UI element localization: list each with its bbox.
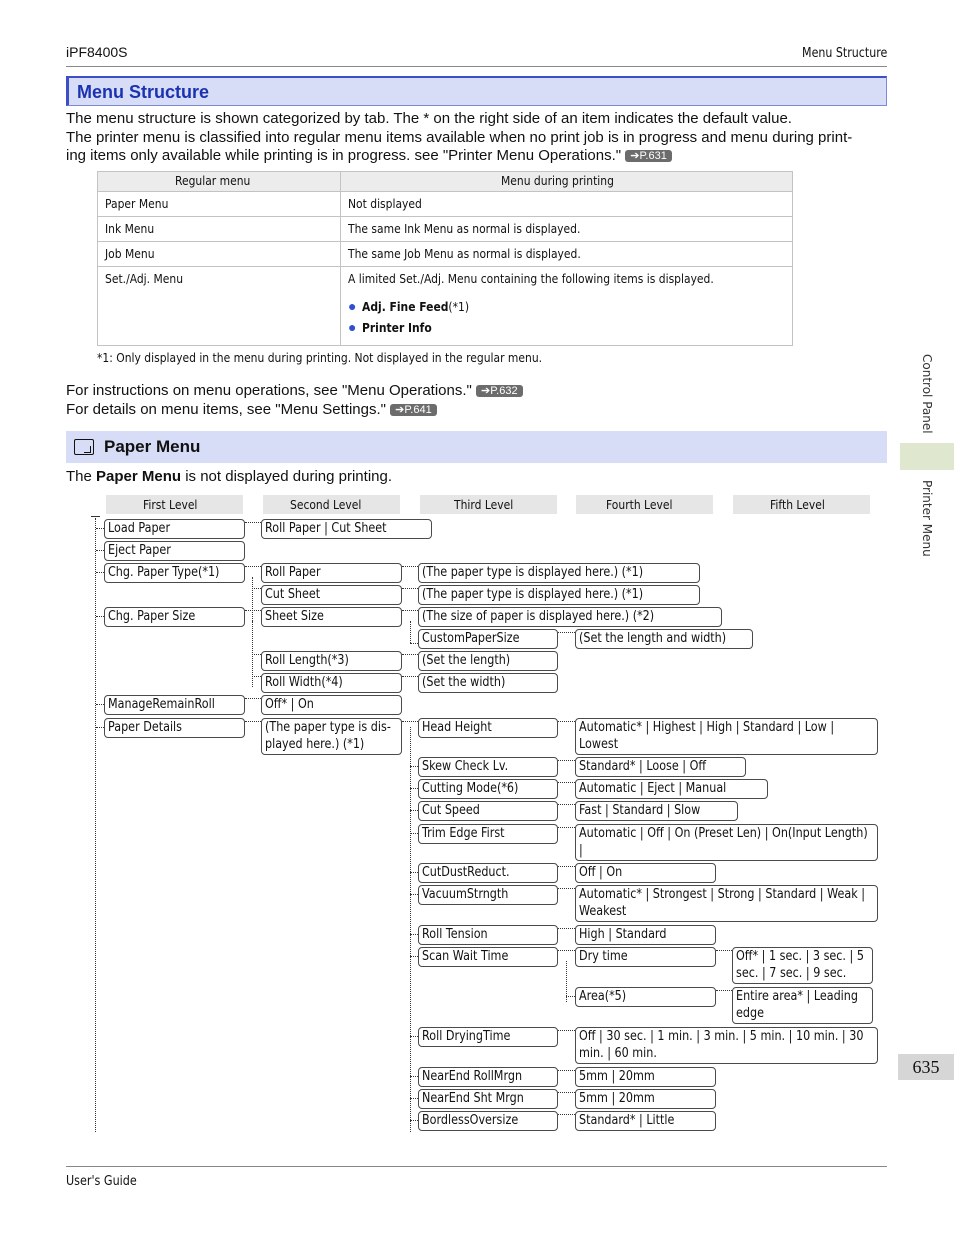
menu-table (97, 171, 793, 346)
menu-item-vacuum-options[interactable]: Automatic* | Strongest | Strong | Standard | Weak | Weakest (575, 885, 878, 922)
bullet-bold: Adj. Fine Feed (362, 299, 449, 314)
tree-line (558, 928, 575, 929)
menu-item-sheet-margin-options[interactable]: 5mm | 20mm (575, 1089, 716, 1109)
menu-item-drying-options[interactable]: Off | 30 sec. | 1 min. | 3 min. | 5 min. | 10 min. | 30 min. | 60 min. (575, 1027, 878, 1064)
tree-line (410, 1036, 418, 1037)
tree-line (410, 1076, 418, 1077)
tree-line (558, 1092, 575, 1093)
menu-item-vacuum-strength[interactable]: VacuumStrngth (418, 885, 558, 905)
menu-item-roll-drying-time[interactable]: Roll DryingTime (418, 1027, 558, 1047)
tree-line (410, 872, 418, 873)
menu-item-roll-tension-options[interactable]: High | Standard (575, 925, 716, 945)
header-rule (66, 66, 887, 67)
page-number: 635 (898, 1054, 954, 1080)
level-header-3: Third Level (420, 495, 557, 514)
product-name: iPF8400S (66, 44, 128, 60)
bullet-icon: ● (348, 319, 357, 335)
tree-line (245, 721, 261, 722)
section-name: Menu Structure (801, 46, 887, 61)
tree-line (558, 804, 575, 805)
tree-line (410, 894, 418, 895)
tree-line (245, 566, 261, 567)
menu-item-area-options[interactable]: Entire area* | Leading edge (732, 987, 873, 1024)
tree-line (558, 1030, 575, 1031)
tree-line (558, 1070, 575, 1071)
menu-item-chg-paper-size[interactable]: Chg. Paper Size (104, 607, 245, 627)
tree-line (566, 996, 575, 997)
tree-line (558, 632, 575, 633)
tree-line (252, 577, 253, 627)
menu-item-set-width[interactable]: (Set the width) (418, 673, 558, 693)
tree-line (558, 827, 575, 828)
table-row (98, 242, 793, 267)
menu-item-paper-type-roll[interactable]: (The paper type is displayed here.) (*1) (418, 563, 700, 583)
menu-item-cut-sheet[interactable]: Cut Sheet (261, 585, 402, 605)
menu-item-skew-options[interactable]: Standard* | Loose | Off (575, 757, 746, 777)
tree-line (252, 676, 261, 677)
tree-line (245, 698, 261, 699)
menu-item-load-paper[interactable]: Load Paper (104, 519, 245, 539)
intro-line-3 (66, 147, 888, 166)
tree-line (402, 610, 418, 611)
list-item (348, 319, 785, 337)
tree-line (558, 782, 575, 783)
table-row (98, 267, 793, 346)
footer-rule (66, 1166, 887, 1167)
side-tab-control-panel[interactable]: Control Panel (920, 354, 934, 434)
ref-link-p632[interactable]: ➔P.632 (476, 385, 523, 397)
menu-item-area[interactable]: Area(*5) (575, 987, 716, 1007)
level-header-2: Second Level (263, 495, 400, 514)
menu-item-cutting-options[interactable]: Automatic | Eject | Manual (575, 779, 768, 799)
paper-menu-heading (66, 431, 887, 463)
tree-line (558, 721, 575, 722)
instructions (66, 382, 888, 419)
menu-item-paper-type-display[interactable]: (The paper type is dis- played here.) (*1) (261, 718, 402, 755)
tree-line (410, 621, 411, 643)
table-cell: The same Job Menu as normal is displayed. (348, 246, 581, 261)
tree-line (245, 522, 261, 523)
tree-line (96, 616, 104, 617)
menu-item-head-height-options[interactable]: Automatic* | Highest | High | Standard | Low | Lowest (575, 718, 878, 755)
tree-line (558, 866, 575, 867)
table-header-regular: Regular menu (175, 173, 251, 188)
tree-line (410, 810, 418, 811)
paper-menu-note: The Paper Menu is not displayed during printing. (66, 468, 393, 485)
table-cell: Not displayed (348, 196, 422, 211)
tree-line (410, 833, 418, 834)
tree-line (252, 654, 261, 655)
level-header-4: Fourth Level (576, 495, 713, 514)
side-tab-printer-menu[interactable]: Printer Menu (920, 480, 934, 557)
tree-line (410, 1120, 418, 1121)
intro-paragraph (66, 110, 888, 166)
menu-item-set-length-width[interactable]: (Set the length and width) (575, 629, 753, 649)
tree-line (402, 676, 418, 677)
menu-item-scan-wait-time[interactable]: Scan Wait Time (418, 947, 558, 967)
tree-line (716, 950, 732, 951)
intro-line-1: The menu structure is shown categorized by tab. The * on the right side of an item indicates the default value. (66, 110, 792, 127)
instructions-ops: For instructions on menu operations, see "Menu Operations." ➔P.632 (66, 382, 888, 401)
menu-item-cut-speed-options[interactable]: Fast | Standard | Slow (575, 801, 738, 821)
menu-item-cutting-mode[interactable]: Cutting Mode(*6) (418, 779, 558, 799)
tree-line (96, 727, 104, 728)
tree-line (402, 588, 418, 589)
table-cell: Ink Menu (105, 221, 155, 236)
menu-item-cut-dust-reduct[interactable]: CutDustReduct. (418, 863, 558, 883)
table-cell: A limited Set./Adj. Menu containing the following items is displayed. (348, 271, 714, 286)
bullet-bold: Printer Info (362, 320, 433, 335)
menu-item-custom-paper-size[interactable]: CustomPaperSize (418, 629, 558, 649)
menu-item-trim-edge-first[interactable]: Trim Edge First (418, 824, 558, 844)
tree-line (410, 956, 418, 957)
menu-item-head-height[interactable]: Head Height (418, 718, 558, 738)
tree-line (402, 566, 418, 567)
tree-line (410, 788, 418, 789)
tree-line (558, 1114, 575, 1115)
menu-item-eject-paper[interactable]: Eject Paper (104, 541, 245, 561)
menu-item-skew-check[interactable]: Skew Check Lv. (418, 757, 558, 777)
tree-line (96, 550, 104, 551)
bullet-icon: ● (348, 298, 357, 314)
list-item (348, 298, 785, 316)
tree-line (96, 704, 104, 705)
table-cell: The same Ink Menu as normal is displayed. (348, 221, 581, 236)
footer-text: User's Guide (66, 1174, 137, 1189)
paper-menu-title: Paper Menu (104, 437, 201, 456)
bullet-suffix: (*1) (448, 299, 470, 314)
tree-line (252, 588, 261, 589)
menu-item-cut-dust-options[interactable]: Off | On (575, 863, 716, 883)
menu-item-chg-paper-type[interactable]: Chg. Paper Type(*1) (104, 563, 245, 583)
tree-line (245, 610, 261, 611)
table-footnote: *1: Only displayed in the menu during printing. Not displayed in the regular menu. (97, 350, 543, 365)
document-icon (74, 439, 94, 455)
table-cell: Paper Menu (105, 196, 169, 211)
table-header-printing: Menu during printing (500, 173, 614, 188)
tree-line (96, 528, 104, 529)
tree-line (558, 950, 575, 951)
level-header-5: Fifth Level (733, 495, 870, 514)
ref-link-p631[interactable]: ➔P.631 (625, 150, 672, 162)
menu-item-borderless-oversize[interactable]: BordlessOversize (418, 1111, 558, 1131)
table-cell: Set./Adj. Menu (105, 271, 184, 286)
table-header-row (98, 172, 793, 192)
tree-line (91, 516, 100, 517)
menu-item-roll-paper[interactable]: Roll Paper (261, 563, 402, 583)
page-title: Menu Structure (77, 82, 210, 102)
tree-line (410, 766, 418, 767)
tree-line (558, 888, 575, 889)
level-header-1: First Level (106, 495, 243, 514)
tree-line (410, 643, 418, 644)
tree-line (410, 934, 418, 935)
tree-line (558, 760, 575, 761)
menu-item-roll-length[interactable]: Roll Length(*3) (261, 651, 402, 671)
tree-line (402, 654, 418, 655)
tree-line (716, 990, 732, 991)
menu-item-manage-remain-roll[interactable]: ManageRemainRoll (104, 695, 245, 715)
ref-link-p641[interactable]: ➔P.641 (390, 404, 437, 416)
menu-item-roll-cut[interactable]: Roll Paper | Cut Sheet (261, 519, 432, 539)
menu-item-set-length[interactable]: (Set the length) (418, 651, 558, 671)
intro-line-2: The printer menu is classified into regular menu items available when no print job is in progress and menu during print- (66, 128, 853, 146)
table-row (98, 217, 793, 242)
tree-line (410, 1098, 418, 1099)
menu-item-paper-details[interactable]: Paper Details (104, 718, 245, 738)
menu-item-dry-time-options[interactable]: Off* | 1 sec. | 3 sec. | 5 sec. | 7 sec. | 9 sec. (732, 947, 873, 984)
menu-item-roll-tension[interactable]: Roll Tension (418, 925, 558, 945)
table-cell: Job Menu (105, 246, 155, 261)
menu-item-nearend-sheet-margin[interactable]: NearEnd Sht Mrgn (418, 1089, 558, 1109)
title-bar (66, 76, 887, 106)
menu-item-nearend-roll-margin[interactable]: NearEnd RollMrgn (418, 1067, 558, 1087)
tree-line (95, 518, 96, 1132)
menu-item-sheet-size[interactable]: Sheet Size (261, 607, 402, 627)
menu-item-roll-width[interactable]: Roll Width(*4) (261, 673, 402, 693)
menu-item-cut-speed[interactable]: Cut Speed (418, 801, 558, 821)
menu-item-paper-size-display[interactable]: (The size of paper is displayed here.) (*2) (418, 607, 722, 627)
menu-item-paper-type-cut[interactable]: (The paper type is displayed here.) (*1) (418, 585, 700, 605)
intro-line-3-text: ing items only available while printing is in progress. see "Printer Menu Operations." (66, 147, 622, 164)
side-tab-marker (900, 443, 954, 470)
menu-item-roll-margin-options[interactable]: 5mm | 20mm (575, 1067, 716, 1087)
tree-line (402, 721, 418, 722)
menu-item-oversize-options[interactable]: Standard* | Little (575, 1111, 716, 1131)
instructions-settings: For details on menu items, see "Menu Settings." ➔P.641 (66, 401, 888, 420)
menu-item-dry-time[interactable]: Dry time (575, 947, 716, 967)
menu-item-trim-edge-options[interactable]: Automatic | Off | On (Preset Len) | On(Input Length) | (575, 824, 878, 861)
table-row (98, 192, 793, 217)
tree-line (96, 572, 104, 573)
menu-item-off-on[interactable]: Off* | On (261, 695, 402, 715)
